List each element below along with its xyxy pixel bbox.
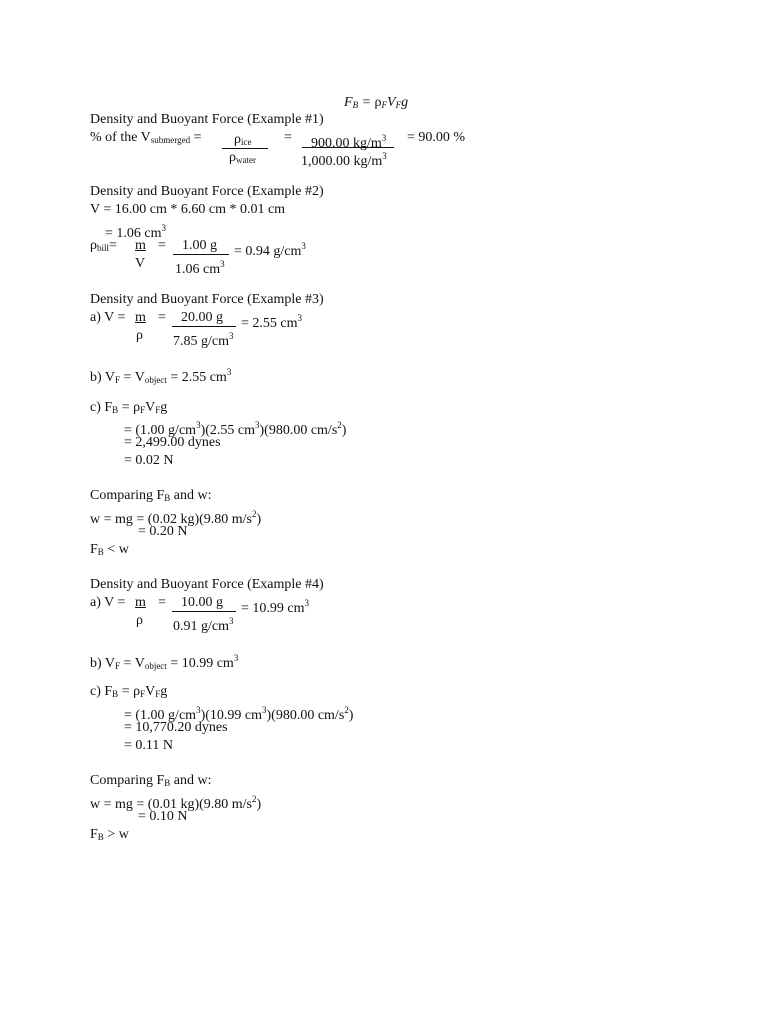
example4-comparison: $F_B > w$ [90, 827, 129, 842]
example3-weight-result: = 0.20 N [138, 524, 188, 539]
example3-c-step3: = 0.02 N [124, 453, 174, 468]
example1-rho-ice: $\rho_{ice}$ [234, 132, 252, 147]
example3-weight-line: w = mg = (0.02 kg)(9.80 $m/s^2$) [90, 509, 262, 527]
example3-rho: ρ [136, 328, 143, 343]
example4-denominator: 0.91 $g/cm^3$ [173, 616, 234, 634]
example2-fraction-line [173, 254, 229, 255]
example4-eq: = [158, 595, 166, 610]
example4-numerator: 10.00 g [181, 595, 223, 610]
example3-c-step1: = (1.00 $g/cm^3)(2.55$ $cm^3)(980.00$ $cm/s^2$) [124, 420, 347, 438]
example4-c-step2: = 10,770.20 dynes [124, 720, 228, 735]
example2-V: V [135, 256, 146, 271]
example4-compare-title: Comparing $F_B$ and w: [90, 773, 212, 788]
example1-result: = 90.00 % [407, 130, 466, 145]
example2-eq2: = [158, 238, 166, 253]
example1-lhs: % of the $V_{submerged}$ = [90, 130, 202, 145]
example3-numerator: 20.00 g [181, 310, 223, 325]
example4-rho: ρ [136, 613, 143, 628]
example2-volume-result: = 1.06 $cm^3$ [105, 223, 166, 241]
example4-a-result: = 10.99 $cm^3$ [241, 598, 309, 616]
example3-a-prefix: a) V = [90, 310, 126, 325]
example4-b-line: b) $V_F = V_{object} = 10.99$ $cm^3$ [90, 653, 239, 671]
example2-volume-line: V = 16.00 cm * 6.60 cm * 0.01 cm [90, 202, 286, 217]
example3-a-result: = 2.55 $cm^3$ [241, 313, 302, 331]
example2-m: m [135, 238, 146, 253]
example2-result: = 0.94 $g/cm^3$ [234, 241, 306, 259]
example3-m: m [135, 310, 146, 325]
buoyant-force-formula: $F_B = \rho_FV_Fg$ [344, 95, 409, 110]
example4-a-prefix: a) V = [90, 595, 126, 610]
example3-c-line: c) $F_B = \rho_FV_Fg$ [90, 400, 168, 415]
example4-c-step3: = 0.11 N [124, 738, 173, 753]
example3-b-line: b) $V_F = V_{object} = 2.55$ $cm^3$ [90, 367, 232, 385]
example1-denominator: 1,000.00 $kg/m^3$ [301, 151, 387, 169]
example4-fraction-line [172, 611, 236, 612]
example1-rho-water: $\rho_{water}$ [229, 150, 256, 165]
example3-title: Density and Buoyant Force (Example #3) [90, 292, 324, 307]
example3-comparison: $F_B < w$ [90, 542, 129, 557]
example3-compare-title: Comparing $F_B$ and w: [90, 488, 212, 503]
example1-fraction-line-1 [222, 148, 268, 149]
example3-denominator: 7.85 $g/cm^3$ [173, 331, 234, 349]
example4-m: m [135, 595, 146, 610]
example4-weight-line: w = mg = (0.01 kg)(9.80 $m/s^2$) [90, 794, 262, 812]
example4-weight-result: = 0.10 N [138, 809, 188, 824]
example2-title: Density and Buoyant Force (Example #2) [90, 184, 324, 199]
example1-numerator: 900.00 $kg/m^3$ [311, 133, 387, 151]
example2-denominator: 1.06 $cm^3$ [175, 259, 225, 277]
example1-title: Density and Buoyant Force (Example #1) [90, 112, 324, 127]
example2-rho-bill: $\rho_{bill}=$ [90, 238, 117, 253]
example3-fraction-line [172, 326, 236, 327]
example3-eq: = [158, 310, 166, 325]
example4-title: Density and Buoyant Force (Example #4) [90, 577, 324, 592]
example1-eq2: = [284, 130, 292, 145]
example4-c-step1: = (1.00 $g/cm^3)(10.99$ $cm^3)(980.00$ $cm/s^2$) [124, 705, 354, 723]
example2-numerator: 1.00 g [182, 238, 217, 253]
example4-c-line: c) $F_B = \rho_FV_Fg$ [90, 684, 168, 699]
example3-c-step2: = 2,499.00 dynes [124, 435, 221, 450]
